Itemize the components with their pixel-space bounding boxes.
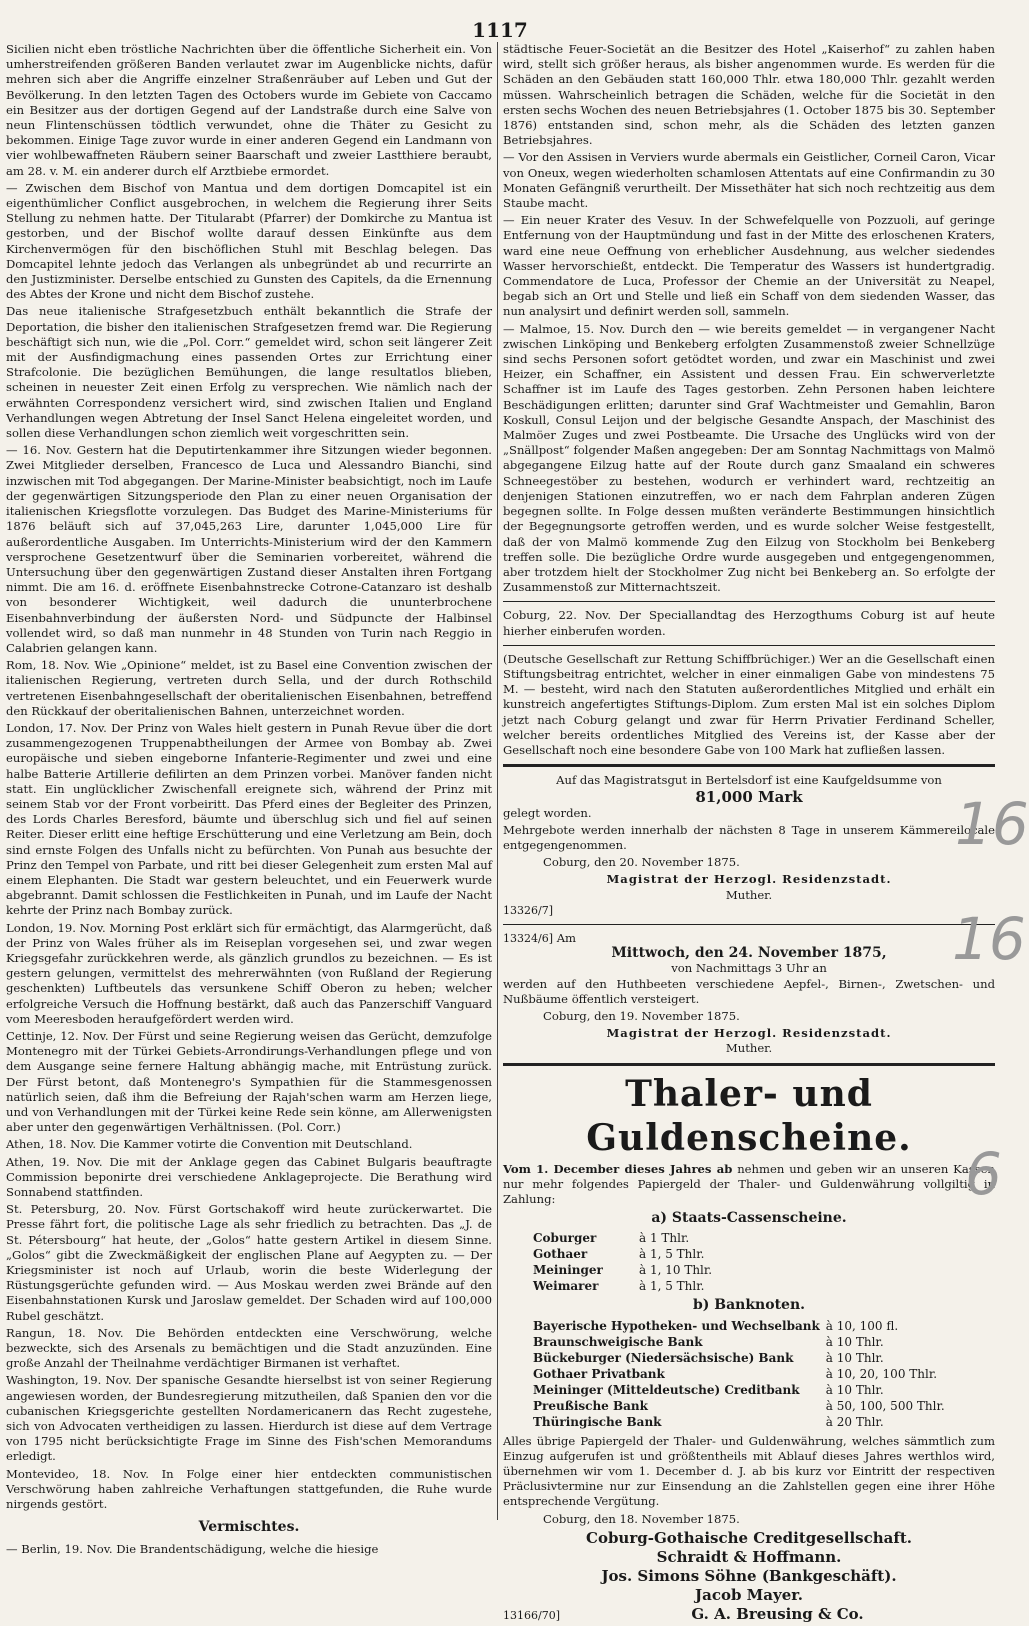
section-banks: b) Banknoten.	[692, 1297, 805, 1314]
signer-bank: Jacob Mayer.	[695, 1585, 803, 1604]
table-row	[533, 1350, 951, 1366]
bank-value: à 10, 20, 100 Thlr.	[825, 1366, 938, 1381]
note-value: à 1, 5 Thlr.	[639, 1247, 705, 1262]
bank-name: Meininger (Mitteldeutsche) Creditbank	[533, 1382, 800, 1397]
ad-text: gelegt worden.	[503, 805, 592, 820]
bank-value: à 10 Thlr.	[825, 1350, 884, 1365]
ad-text: werden auf den Huthbeeten verschiedene Aepfel-, Birnen-, Zwetschen- und Nußbäume öffentlich versteigert.	[503, 976, 995, 1006]
signer-bank: Schraidt & Hoffmann.	[656, 1547, 842, 1566]
article-berlin: — Berlin, 19. Nov. Die Brandentschädigung, welche die hiesige	[6, 1541, 379, 1556]
table-row	[533, 1262, 718, 1278]
ad-signer: Magistrat der Herzogl. Residenzstadt.	[606, 1026, 892, 1041]
left-column	[6, 42, 492, 1559]
divider	[503, 645, 995, 646]
article-cettinje: Cettinje, 12. Nov. Der Fürst und seine Regierung weisen das Gerücht, demzufolge Montenegro mit der Türkei Gebiets-Arrondirungs-Verhandlungen pflege und von dem Ausgange seine fernere Haltung abhängig mache, mit Entrüstung zurück. Der Fürst betont, daß Montenegro's Sympathien für die Stammesgenossen natürlich seien, daß ihm die Befreiung der Rajah'schen warm am Herzen liege, und von Verhandlungen mit der Türkei keine Rede sein könne, am Allerwenigsten aber unter den gegenwärtigen Verhältnissen. (Pol. Corr.)	[6, 1029, 492, 1135]
article-london-17: London, 17. Nov. Der Prinz von Wales hielt gestern in Punah Revue über die dort zusammengezogenen Truppenabtheilungen der Armee von Bombay ab. Zwei europäische und sieben eingeborne Infanterie-Regimenter und zwei und eine halbe Batterie Artillerie defilirten an dem Prinzen vorbei. Manöver fanden nicht statt. Ein unglücklicher Zwischenfall ereignete sich, während der Prinz mit seinem Stab vor der Front vorbeiritt. Das Pferd eines der Begleiter des Prinzen, des Lords Charles Beresford, bäumte und überschlug sich und fiel auf seinen Reiter. Dieser erlitt eine heftige Erschütterung und eine Verletzung am Bein, doch sind ernste Folgen des Unfalls nicht zu befürchten. Von Punah aus besuchte der Prinz den Tempel von Parbate, und ritt bei dieser Gelegenheit zum ersten Mal auf einem Elephanten. Die Stadt war gestern beleuchtet, und ein Feuerwerk wurde abgebrannt. Damit schlossen die Festlichkeiten in Punah, und im Laufe der Nacht kehrte der Prinz nach Bombay zurück.	[6, 720, 492, 918]
note-name: Coburger	[533, 1231, 597, 1246]
banks-table	[533, 1318, 951, 1430]
right-column	[503, 42, 995, 1626]
table-row	[533, 1334, 951, 1350]
article-petersburg: St. Petersburg, 20. Nov. Fürst Gortschakoff wird heute zurückerwartet. Die Presse fährt fort, die politische Lage als sehr friedlich zu betrachten. Das „J. de St. Pétersbourg“ hat heute, der „Golos“ hatte gestern Artikel in diesem Sinne. „Golos“ gibt die Zweckmäßigkeit der englischen Plane auf Aegypten zu. — Der Kriegsminister ist noch auf Urlaub, worin die beste Widerlegung der Rüstungsgerüchte gefunden wird. — Aus Moskau werden zwei Brände auf den Eisenbahnstationen Kursk und Jaroslaw gemeldet. Der Schaden wird auf 100,000 Rubel geschätzt.	[6, 1202, 492, 1323]
ad-date: Coburg, den 20. November 1875.	[543, 855, 740, 870]
divider-thick	[503, 1063, 995, 1066]
ad-text: Mehrgebote werden innerhalb der nächsten 8 Tage in unserem Kämmereilocale entgegengenommen.	[503, 822, 995, 852]
signer-bank: Coburg-Gothaische Creditgesellschaft.	[586, 1528, 912, 1547]
table-row	[533, 1278, 718, 1294]
table-row	[533, 1382, 951, 1398]
divider	[503, 924, 995, 925]
ad-name: Muther.	[725, 1041, 773, 1056]
ad-intro-bold: Vom 1. December dieses Jahres ab	[503, 1161, 733, 1176]
bank-name: Preußische Bank	[533, 1398, 648, 1413]
table-row	[533, 1366, 951, 1382]
signer-bank: Jos. Simons Söhne (Bankgeschäft).	[601, 1566, 897, 1585]
ad-bertelsdorf	[503, 773, 995, 918]
table-row	[533, 1398, 951, 1414]
article-vesuv: — Ein neuer Krater des Vesuv. In der Schwefelquelle von Pozzuoli, auf geringe Entfernung von der Hauptmündung und fast in der Mitte des erloschenen Kraters, ward eine neue Oeffnung von erheblicher Ausdehnung, aus welcher siedendes Wasser hervorschießt, entdeckt. Die Temperatur des Wassers ist hundertgradig. Commendatore de Luca, Professor der Chemie an der Universität zu Neapel, begab sich an Ort und Stelle und ließ ein Schaff von dem siedenden Wasser, das nun analysirt und definirt werden soll, sammeln.	[503, 213, 995, 319]
ad-ref: 13326/7]	[503, 903, 553, 917]
ad-ref: 13324/6]	[503, 931, 553, 945]
article-mantua: — Zwischen dem Bischof von Mantua und dem dortigen Domcapitel ist ein eigenthümlicher Conflict ausgebrochen, in welchem die Regierung ihrer Seits Stellung zu nehmen hatte. Der Titularabt (Pfarrer) der Domkirche zu Mantua ist gestorben, und der Bischof wollte darauf dessen Einkünfte aus dem Kirchenvermögen für den bischöflichen Stuhl mit Beschlag belegen. Das Domcapitel lehnte jedoch das Verlangen als unbegründet ab und recurrirte an den Justizminister. Derselbe entschied zu Gunsten des Capitels, da die Ernennung des Abtes der Krone und nicht dem Bischof zustehe.	[6, 180, 492, 302]
article-sicilien: Sicilien nicht eben tröstliche Nachrichten über die öffentliche Sicherheit ein. Von umherstreifenden größeren Banden verlautet zwar im Augenblicke nichts, dafür mehren sich aber die Angriffe einzelner Straßenräuber auf Leben und Gut der Bevölkerung. In den letzten Tagen des Octobers wurde im Gebiete von Caccamo ein Besitzer aus der dortigen Gegend auf der Landstraße durch eine Salve von neun Flintenschüssen tödtlich verwundet, ohne die Thäter zu Gesicht zu bekommen. Einige Tage zuvor wurde in einer anderen Gegend ein Landmann von vier wohlbewaffneten Räubern seiner Baarschaft und zweier Lastthiere beraubt, am 28. v. M. ein anderer durch elf Arztbiebe ermordet.	[6, 42, 492, 178]
article-london-19: London, 19. Nov. Morning Post erklärt sich für ermächtigt, das Alarmgerücht, daß der Prinz von Wales früher als im Reiseplan vorgesehen sei, und zwar wegen Kriegsgefahr zurückkehren werde, als gänzlich grundlos zu bezeichnen. — Es ist gestern gelungen, vermittelst des mehrerwähnten (von Rußland der Regierung geschenkten) Luftbeutels das versunkene Schiff Oberon zu heben; welcher erfolgreiche Versuch die Hoffnung bestärkt, daß auch das Panzerschiff Vanguard vom Meeresboden heraufgefördert werden wird.	[6, 920, 492, 1026]
article-washington: Washington, 19. Nov. Der spanische Gesandte hierselbst ist von seiner Regierung angewiesen worden, der Bundesregierung mitzutheilen, daß Spanien den vor die cubanischen Kriegsgerichte gestellten Nordamericanern das Recht zugestehe, sich von Advocaten vertheidigen zu lassen. Hierdurch ist diese auf dem Vertrage von 1795 nicht berücksichtigte Frage im Sinne des Fish'schen Memorandums erledigt.	[6, 1373, 492, 1464]
bank-value: à 20 Thlr.	[825, 1414, 884, 1429]
bank-value: à 10, 100 fl.	[825, 1318, 899, 1333]
article-malmoe: — Malmoe, 15. Nov. Durch den — wie bereits gemeldet — in vergangener Nacht zwischen Linköping und Benkeberg erfolgten Zusammenstoß zweier Schnellzüge sind sechs Personen sofort getödtet worden, und zwar ein Maschinist und zwei Heizer, ein Schaffner, ein Assistent und dessen Frau. Ein schwerverletzte Schaffner ist im Laufe des Tages gestorben. Zehn Personen haben leichtere Beschädigungen erlitten; darunter sind Graf Wachtmeister und Gemahlin, Baron Koskull, Consul Leijon und der belgische Gesandte Anspach, der Maschinist des Malmöer Zuges und zwei Postbeamte. Die Ursache des Unglücks wird von der „Snällpost“ folgender Maßen angegeben: Der am Sonntag Nachmittags von Malmö abgegangene Eilzug hatte auf der Route durch ganz Smaaland ein schweres Schneegestöber zu bestehen, wodurch er verhindert ward, rechtzeitig an denjenigen Stationen einzutreffen, wo er nach dem Fahrplan anderen Zügen begegnen sollte. In Folge dessen mußten veränderte Bestimmungen hinsichtlich der Begegnungsorte getroffen werden, und es wurde solcher Weise festgestellt, daß der von Malmö kommende Zug den Eilzug von Stockholm bei Benkeberg treffen solle. Die bezügliche Ordre wurde ausgegeben und entgegengenommen, aber trotzdem hielt der Stockholmer Zug nicht bei Benkeberg an. So erfolgte der Zusammenstoß zur Mitternachtszeit.	[503, 321, 995, 595]
ad-date: Coburg, den 19. November 1875.	[543, 1008, 740, 1023]
ad-title: Thaler- und Guldenscheine.	[586, 1072, 912, 1159]
divider	[503, 601, 995, 602]
notice-coburg: Coburg, 22. Nov. Der Speciallandtag des Herzogthums Coburg ist auf heute hierher einberufen worden.	[503, 608, 995, 638]
article-athen-18: Athen, 18. Nov. Die Kammer votirte die Convention mit Deutschland.	[6, 1137, 413, 1152]
handwritten-mark: 16	[955, 790, 1029, 858]
ad-ref: 13166/70]	[503, 1608, 560, 1622]
note-value: à 1, 10 Thlr.	[639, 1263, 713, 1278]
ad-name: Muther.	[725, 887, 773, 902]
handwritten-mark: 16	[952, 905, 1026, 973]
ad-sum: 81,000 Mark	[695, 788, 803, 807]
article-feuer-societaet: städtische Feuer-Societät an die Besitzer des Hotel „Kaiserhof“ zu zahlen haben wird, stellt sich größer heraus, als bisher angenommen wurde. Es werden für die Schäden an den Gebäuden statt 160,000 Thlr. etwa 180,000 Thlr. gezahlt werden müssen. Wahrscheinlich betragen die Schäden, welche für die Societät in den ersten sechs Wochen des neuen Betriebsjahres (1. October 1875 bis 30. September 1876) entstanden sind, schon mehr, als die Schäden des letzten ganzen Betriebsjahres.	[503, 42, 995, 148]
ad-thaler-gulden	[503, 1072, 995, 1624]
ad-text: Auf das Magistratsgut in Bertelsdorf ist eine Kaufgeldsumme von	[556, 773, 942, 788]
ad-date: Coburg, den 18. November 1875.	[543, 1511, 740, 1526]
note-value: à 1 Thlr.	[639, 1231, 690, 1246]
signer-bank: G. A. Breusing & Co.	[691, 1604, 864, 1623]
divider-thick	[503, 764, 995, 767]
table-row	[533, 1246, 718, 1262]
ad-intro: nehmen und geben wir an unseren Kassen nur mehr folgendes Papiergeld der Thaler- und Guldenwährung vollgiltig in Zahlung:	[503, 1161, 995, 1206]
note-name: Meininger	[533, 1263, 603, 1278]
bank-name: Braunschweigische Bank	[533, 1334, 703, 1349]
staats-table	[533, 1230, 718, 1294]
handwritten-mark: 6	[965, 1140, 1002, 1208]
ad-lead: Am	[556, 930, 577, 945]
table-row	[533, 1414, 951, 1430]
note-value: à 1, 5 Thlr.	[639, 1279, 705, 1294]
table-row	[533, 1318, 951, 1334]
article-athen-19: Athen, 19. Nov. Die mit der Anklage gegen das Cabinet Bulgaris beauftragte Commission beponirte drei verschiedene Anklageprojecte. Die Berathung wird Sonnabend stattfinden.	[6, 1154, 492, 1200]
ad-time: von Nachmittags 3 Uhr an	[671, 961, 827, 976]
ad-auction	[503, 931, 995, 1057]
article-rom: Rom, 18. Nov. Wie „Opinione“ meldet, ist zu Basel eine Convention zwischen der italienischen Regierung, vertreten durch Sella, und der durch Rothschild vertretenen Eisenbahngesellschaft der oberitalienischen Eisenbahnen, betreffend den Rückkauf der oberitalienischen Bahnen, unterzeichnet worden.	[6, 658, 492, 718]
note-name: Weimarer	[533, 1279, 599, 1294]
bank-name: Thüringische Bank	[533, 1414, 662, 1429]
bank-name: Gothaer Privatbank	[533, 1366, 665, 1381]
article-rangun: Rangun, 18. Nov. Die Behörden entdeckten eine Verschwörung, welche bezweckte, sich des Arsenals zu bemächtigen und die Stadt anzuzünden. Eine große Anzahl der Theilnahme verdächtiger Birmanen ist verhaftet.	[6, 1325, 492, 1371]
bank-value: à 10 Thlr.	[825, 1334, 884, 1349]
page-number: 1117	[472, 18, 528, 42]
article-verviers: — Vor den Assisen in Verviers wurde abermals ein Geistlicher, Corneil Caron, Vicar von Oneux, wegen wiederholten schamlosen Attentats auf eine Confirmandin zu 30 Monaten Gefängniß verurtheilt. Der Missethäter hat sich noch rechtzeitig aus dem Staube macht.	[503, 150, 995, 211]
bank-name: Bückeburger (Niedersächsische) Bank	[533, 1350, 794, 1365]
bank-value: à 50, 100, 500 Thlr.	[825, 1398, 945, 1413]
article-montevideo: Montevideo, 18. Nov. In Folge einer hier entdeckten communistischen Verschwörung haben zahlreiche Verhaftungen stattgefunden, die Ruhe wurde nirgends gestört.	[6, 1466, 492, 1512]
section-staats: a) Staats-Cassenscheine.	[651, 1210, 847, 1227]
column-divider	[497, 42, 498, 1520]
article-strafgesetz: Das neue italienische Strafgesetzbuch enthält bekanntlich die Strafe der Deportation, die bisher den italienischen Strafgesetzen fremd war. Die Regierung beschäftigt sich nun, wie die „Pol. Corr.“ gemeldet wird, schon seit längerer Zeit mit der Ausfindigmachung eines passenden Ortes zur Errichtung einer Strafcolonie. Die bezüglichen Bemühungen, die lange resultatlos blieben, scheinen in neuester Zeit einen Erfolg zu versprechen. Wie nämlich nach der erwähnten Correspondenz versichert wird, sind zwischen Italien und England Verhandlungen wegen Abtretung der Insel Sanct Helena eingeleitet worden, und sollen diese Verhandlungen schon ziemlich weit vorgeschritten sein.	[6, 304, 492, 441]
article-16-nov: — 16. Nov. Gestern hat die Deputirtenkammer ihre Sitzungen wieder begonnen. Zwei Mitglieder derselben, Francesco de Luca und Alessandro Bianchi, sind inzwischen mit Tod abgegangen. Der Marine-Minister beabsichtigt, noch im Laufe der gegenwärtigen Sitzungsperiode den Plan zu einer neuen Organisation der italienischen Kriegsflotte vorzulegen. Das Budget des Marine-Ministeriums für 1876 beläuft sich auf 37,045,263 Lire, darunter 1,045,000 Lire für außerordentliche Ausgaben. Im Unterrichts-Ministerium wird der den Kammern versprochene Gesetzentwurf über die Seminarien vorbereitet, während die Untersuchung über den gegenwärtigen Zustand dieser Anstalten ihren Fortgang nimmt. Die am 16. d. eröffnete Eisenbahnstrecke Cotrone-Catanzaro ist deshalb von besonderer Wichtigkeit, weil dadurch die ununterbrochene Eisenbahnverbindung der äußersten Nord- und Südpuncte der Halbinsel vollendet wird, so daß man nunmehr in 48 Stunden von Turin nach Reggio in Calabrien gelangen kann.	[6, 443, 492, 655]
notice-rescue-society: (Deutsche Gesellschaft zur Rettung Schiffbrüchiger.) Wer an die Gesellschaft einen Stiftungsbeitrag entrichtet, welcher in einer einmaligen Gabe von mindestens 75 M. — besteht, wird nach den Statuten außerordentliches Mitglied und erhält ein kunstreich angefertigtes Stiftungs-Diplom. Zum ersten Mal ist ein solches Diplom jetzt nach Coburg gelangt und zwar für Herrn Privatier Ferdinand Scheller, welcher bereits ordentliches Mitglied des Vereins ist, der Kasse aber der Gesellschaft noch eine besondere Gabe von 100 Mark hat zufließen lassen.	[503, 651, 995, 757]
section-heading-vermischtes: Vermischtes.	[198, 1519, 300, 1536]
bank-name: Bayerische Hypotheken- und Wechselbank	[533, 1318, 820, 1333]
bank-value: à 10 Thlr.	[825, 1382, 884, 1397]
ad-signer: Magistrat der Herzogl. Residenzstadt.	[606, 872, 892, 887]
ad-closing: Alles übrige Papiergeld der Thaler- und Guldenwährung, welches sämmtlich zum Einzug aufgerufen ist und größtentheils mit Ablauf dieses Jahres werthlos wird, übernehmen wir vom 1. December d. J. ab bis kurz vor Eintritt der respectiven Präclusivtermine nur zur Einsendung an die Zahlstellen gegen eine ihrer Höhe entsprechende Vergütung.	[503, 1433, 995, 1509]
table-row	[533, 1230, 718, 1246]
note-name: Gothaer	[533, 1247, 588, 1262]
ad-date-headline: Mittwoch, den 24. November 1875,	[611, 945, 887, 962]
